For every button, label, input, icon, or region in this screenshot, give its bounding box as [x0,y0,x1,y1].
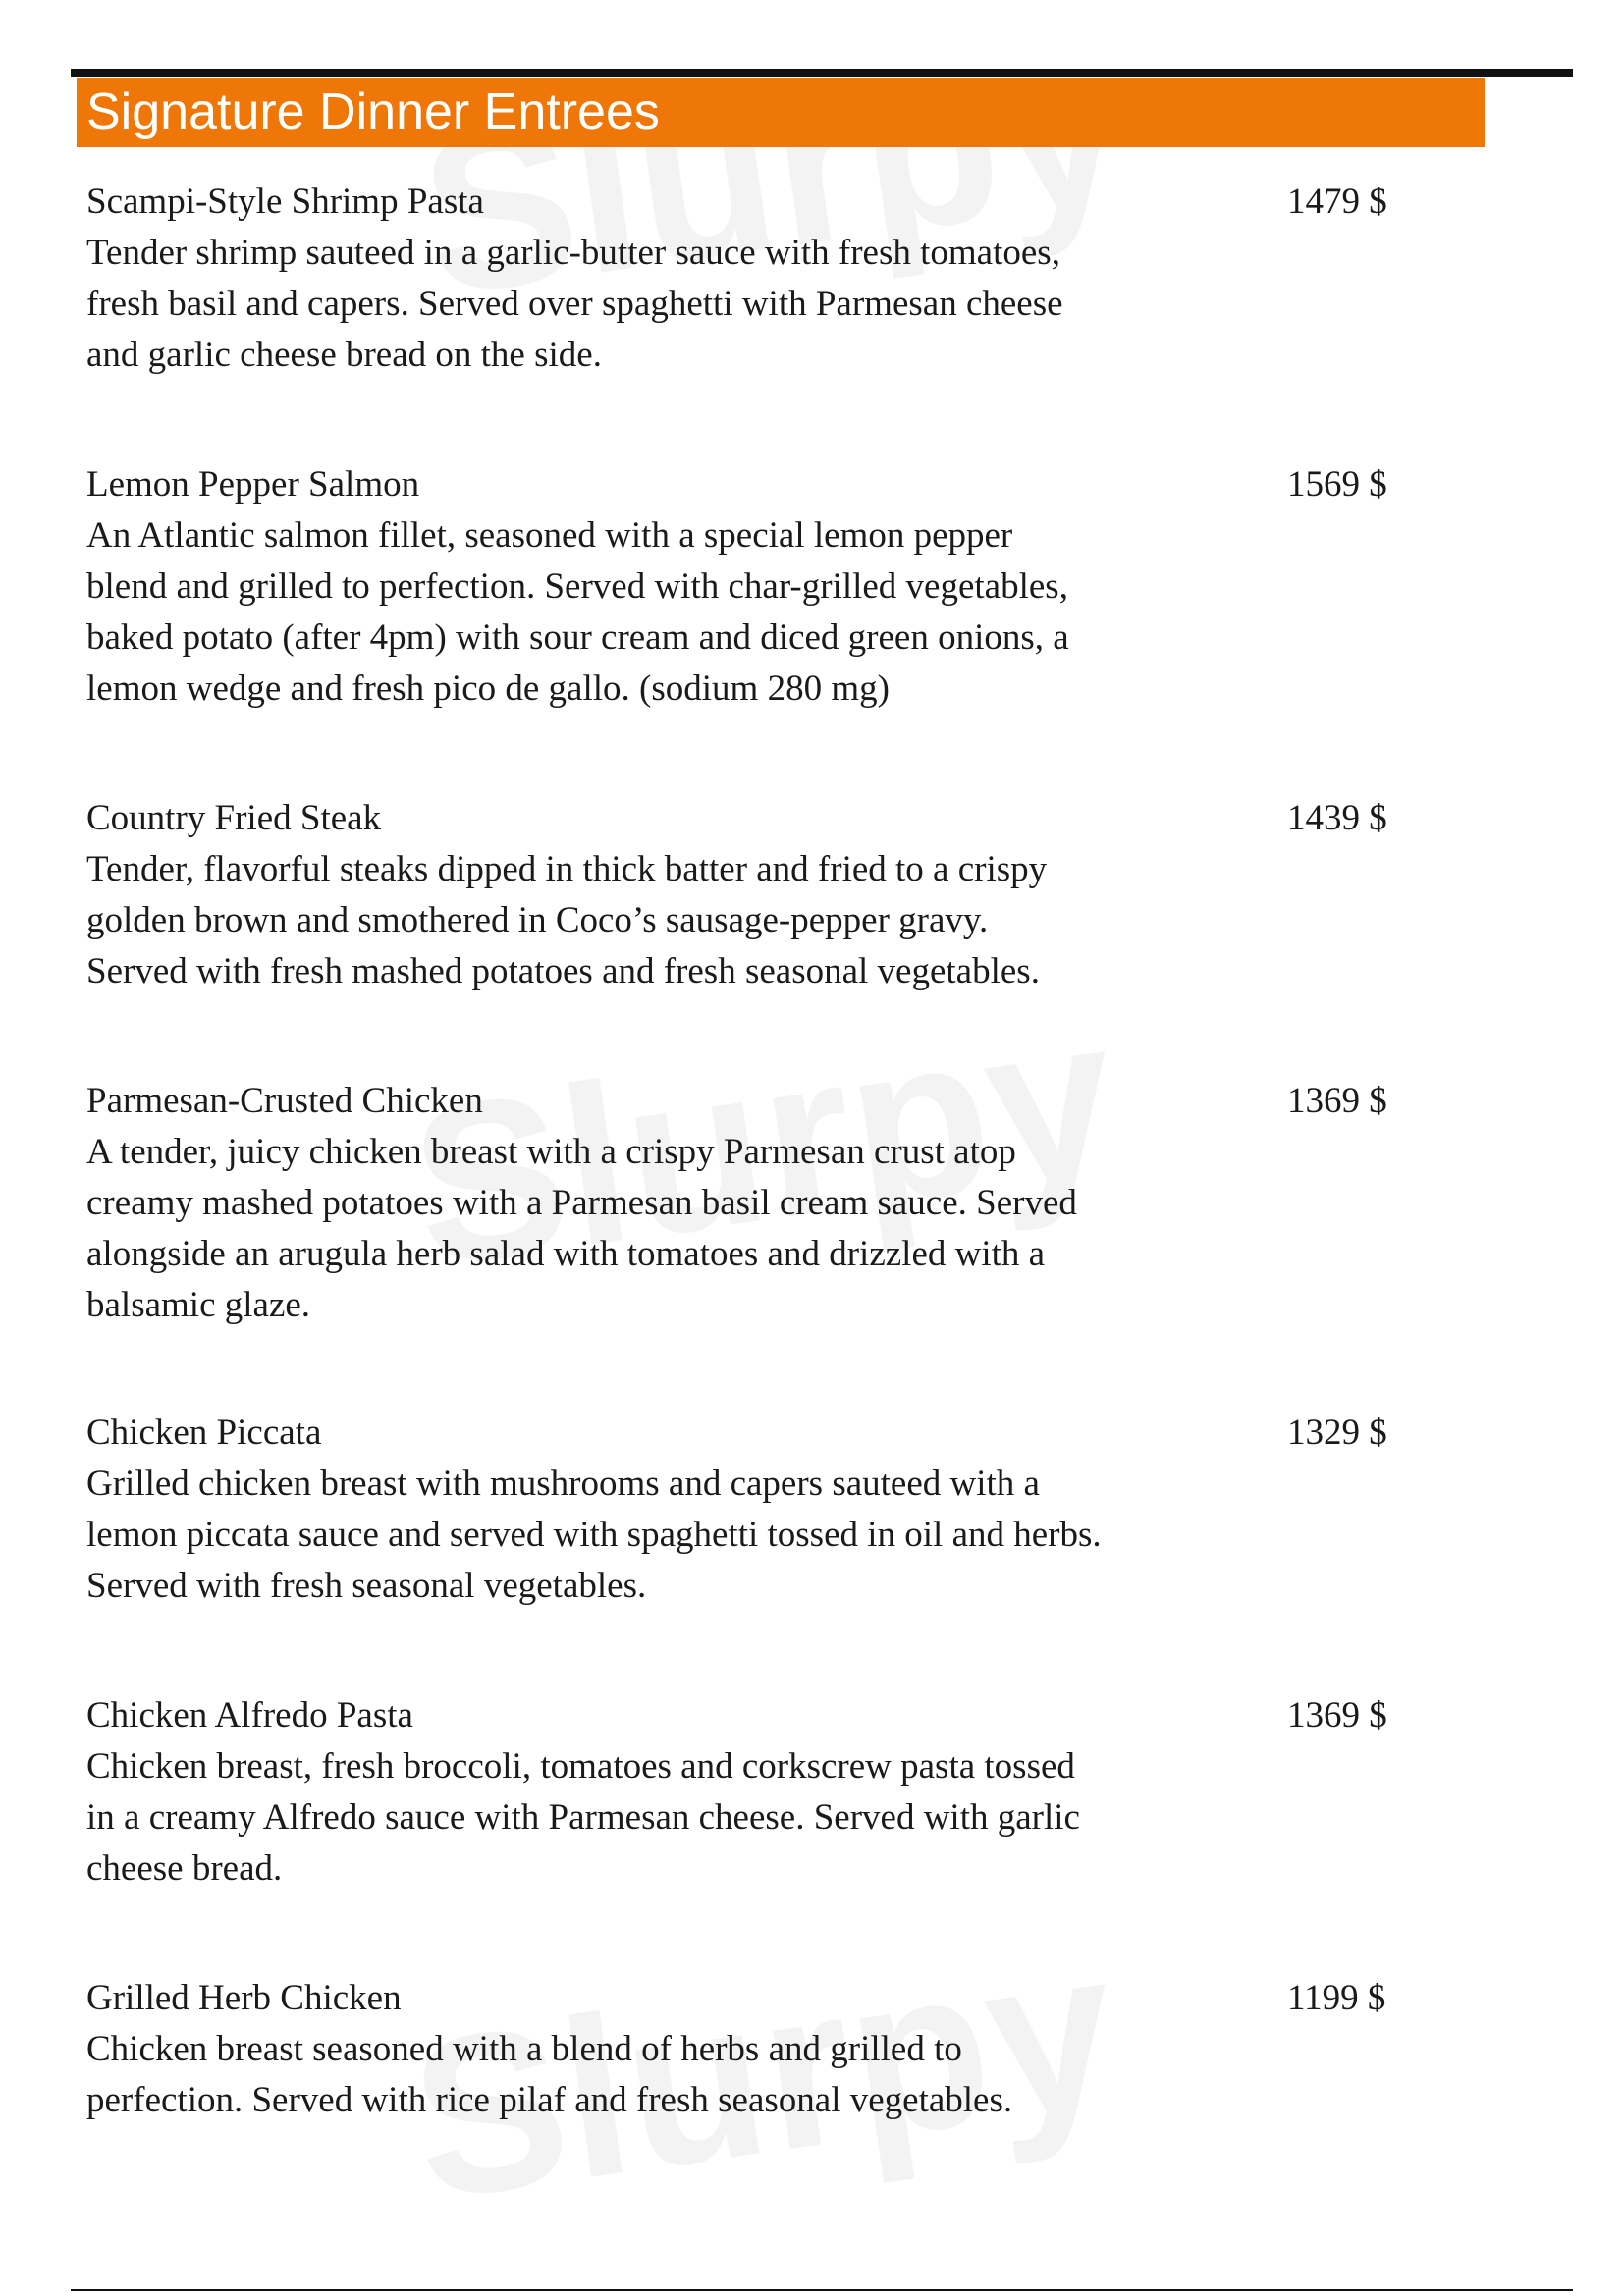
item-description-line: lemon wedge and fresh pico de gallo. (sodium 280 mg) [86,668,890,709]
item-name: Country Fried Steak [86,798,382,838]
item-description-line: baked potato (after 4pm) with sour cream and diced green onions, a [86,617,1069,658]
item-price: 1569 $ [1287,464,1387,505]
item-name: Scampi-Style Shrimp Pasta [86,182,484,222]
item-description-line: Chicken breast seasoned with a blend of herbs and grilled to [86,2029,962,2069]
item-name: Chicken Piccata [86,1413,322,1453]
item-description [86,2024,1265,2126]
item-description [86,510,1265,715]
menu-item [86,1076,1284,1331]
top-rule [71,69,1573,77]
item-price: 1369 $ [1287,1695,1387,1735]
item-description-line: Chicken breast, fresh broccoli, tomatoes and corkscrew pasta tossed [86,1746,1075,1787]
item-price: 1199 $ [1287,1978,1386,2018]
item-description-line: Tender, flavorful steaks dipped in thick batter and fried to a crispy [86,849,1048,889]
menu-item [86,177,1284,381]
item-price: 1479 $ [1287,182,1387,222]
item-description [86,1741,1265,1895]
item-description-line: lemon piccata sauce and served with spaghetti tossed in oil and herbs. [86,1515,1102,1555]
menu-item [86,1690,1284,1895]
item-name: Chicken Alfredo Pasta [86,1695,413,1735]
bottom-rule [71,2289,1573,2291]
item-name: Parmesan-Crusted Chicken [86,1081,483,1121]
item-description [86,228,1265,381]
item-description-line: blend and grilled to perfection. Served with char-grilled vegetables, [86,566,1068,607]
item-description-line: An Atlantic salmon fillet, seasoned with a special lemon pepper [86,515,1013,556]
menu-item [86,793,1284,997]
item-price: 1329 $ [1287,1413,1387,1453]
item-description-line: cheese bread. [86,1848,283,1889]
section-header: Signature Dinner Entrees [77,78,1485,147]
item-name: Lemon Pepper Salmon [86,464,420,505]
item-description-line: creamy mashed potatoes with a Parmesan basil cream sauce. Served [86,1183,1077,1223]
item-description [86,844,1265,997]
item-description-line: balsamic glaze. [86,1285,311,1325]
item-description-line: Grilled chicken breast with mushrooms and capers sauteed with a [86,1464,1040,1504]
item-description-line: perfection. Served with rice pilaf and fresh seasonal vegetables. [86,2080,1013,2120]
item-description-line: golden brown and smothered in Coco’s sausage-pepper gravy. [86,900,989,940]
item-description-line: A tender, juicy chicken breast with a crispy Parmesan crust atop [86,1132,1016,1172]
item-name: Grilled Herb Chicken [86,1978,402,2018]
item-description-line: Tender shrimp sauteed in a garlic-butter sauce with fresh tomatoes, [86,233,1060,273]
menu-item [86,1973,1284,2126]
item-description-line: fresh basil and capers. Served over spaghetti with Parmesan cheese [86,284,1063,324]
menu-item [86,459,1284,715]
item-description [86,1127,1265,1331]
menu-item [86,1408,1284,1612]
item-price: 1369 $ [1287,1081,1387,1121]
item-description-line: Served with fresh mashed potatoes and fresh seasonal vegetables. [86,951,1040,991]
item-description-line: in a creamy Alfredo sauce with Parmesan cheese. Served with garlic [86,1797,1080,1838]
item-price: 1439 $ [1287,798,1387,838]
item-description [86,1459,1265,1612]
item-description-line: alongside an arugula herb salad with tomatoes and drizzled with a [86,1234,1046,1274]
item-description-line: and garlic cheese bread on the side. [86,335,602,375]
item-description-line: Served with fresh seasonal vegetables. [86,1566,647,1606]
